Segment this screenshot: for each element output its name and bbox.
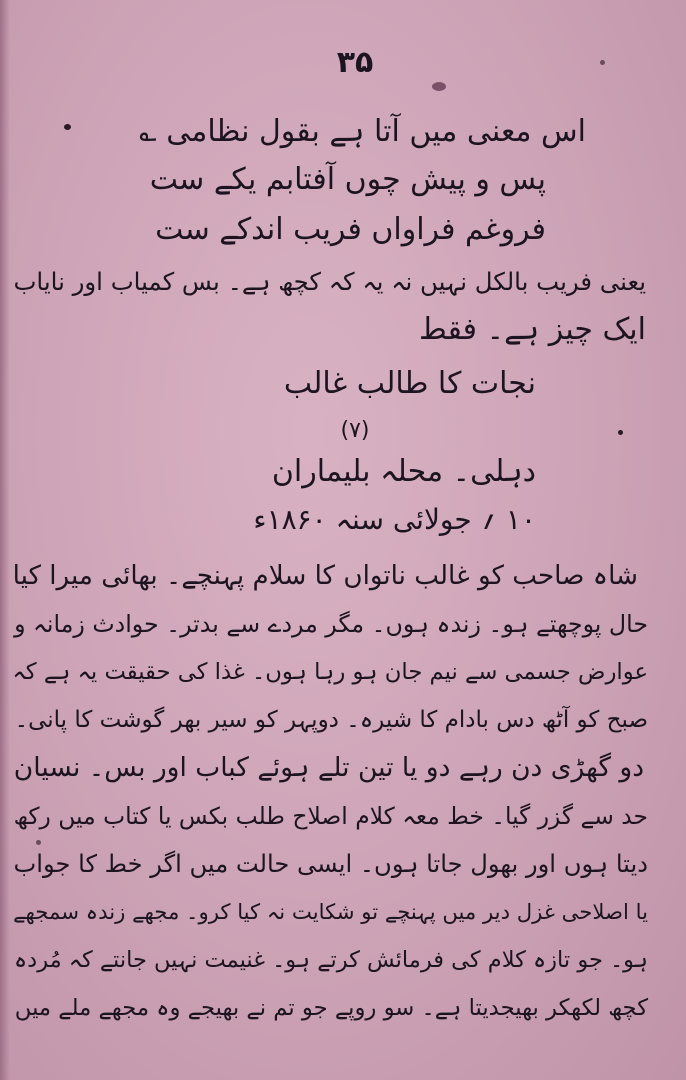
verse-line-2: فروغم فراواں فریب اندکے ست bbox=[155, 212, 546, 247]
letter-line-8: یا اصلاحی غزل دیر میں پہنچے تو شکایت نہ کیا کرو۔ مجھے زندہ سمجھے bbox=[13, 899, 648, 924]
letter-line-3: عوارض جسمی سے نیم جان ہو رہا ہوں۔ غذا کی حقیقت یہ ہے کہ bbox=[12, 659, 648, 685]
address-line-2: ۱۰ ؍ جولائی سنہ ۱۸۶۰ء bbox=[253, 503, 536, 536]
letter-line-5: دو گھڑی دن رہے دو یا تین تلے ہوئے کباب اور بس۔ نسیان bbox=[13, 752, 644, 783]
explanation-line-1: یعنی فریب بالکل نہیں نہ یہ کہ کچھ ہے۔ بس کمیاب اور نایاب bbox=[13, 267, 646, 296]
poem-intro: اس معنی میں آتا ہے بقول نظامی ؎ bbox=[139, 114, 586, 149]
explanation-line-2: ایک چیز ہے۔ فقط bbox=[418, 312, 646, 347]
letter-line-10: کچھ لکھکر بھیجدیتا ہے۔ سو روپے جو تم نے بھیجے وہ مجھے ملے میں bbox=[14, 995, 648, 1021]
ink-spot bbox=[600, 60, 605, 65]
letter-line-2: حال پوچھتے ہو۔ زندہ ہوں۔ مگر مردے سے بدتر۔ حوادث زمانہ و bbox=[14, 610, 648, 638]
letter-number: (۷) bbox=[340, 418, 370, 443]
letter-line-7: دیتا ہوں اور بھول جاتا ہوں۔ ایسی حالت میں اگر خط کا جواب bbox=[13, 850, 648, 878]
letter-line-6: حد سے گزر گیا۔ خط معہ کلام اصلاح طلب بکس یا کتاب میں رکھ bbox=[13, 802, 648, 830]
letter-line-4: صبح کو آٹھ دس بادام کا شیرہ۔ دوپہر کو سیر بھر گوشت کا پانی۔ bbox=[14, 707, 648, 733]
address-line-1: دہلی۔ محلہ بلیماران bbox=[271, 454, 536, 489]
page-edge-shadow bbox=[0, 0, 10, 1080]
ink-spot bbox=[432, 82, 446, 91]
letter-line-1: شاہ صاحب کو غالب ناتواں کا سلام پہنچے۔ بھائی میرا کیا bbox=[12, 561, 638, 591]
page-number: ۳۵ bbox=[336, 45, 374, 80]
signature: نجات کا طالب غالب bbox=[283, 366, 536, 401]
letter-line-9: ہو۔ جو تازہ کلام کی فرمائش کرتے ہو۔ غنیمت نہیں جانتے کہ مُردہ bbox=[13, 947, 648, 973]
ink-spot bbox=[64, 124, 71, 130]
ink-spot bbox=[618, 430, 623, 435]
verse-line-1: پس و پیش چوں آفتابم یکے ست bbox=[149, 162, 546, 197]
